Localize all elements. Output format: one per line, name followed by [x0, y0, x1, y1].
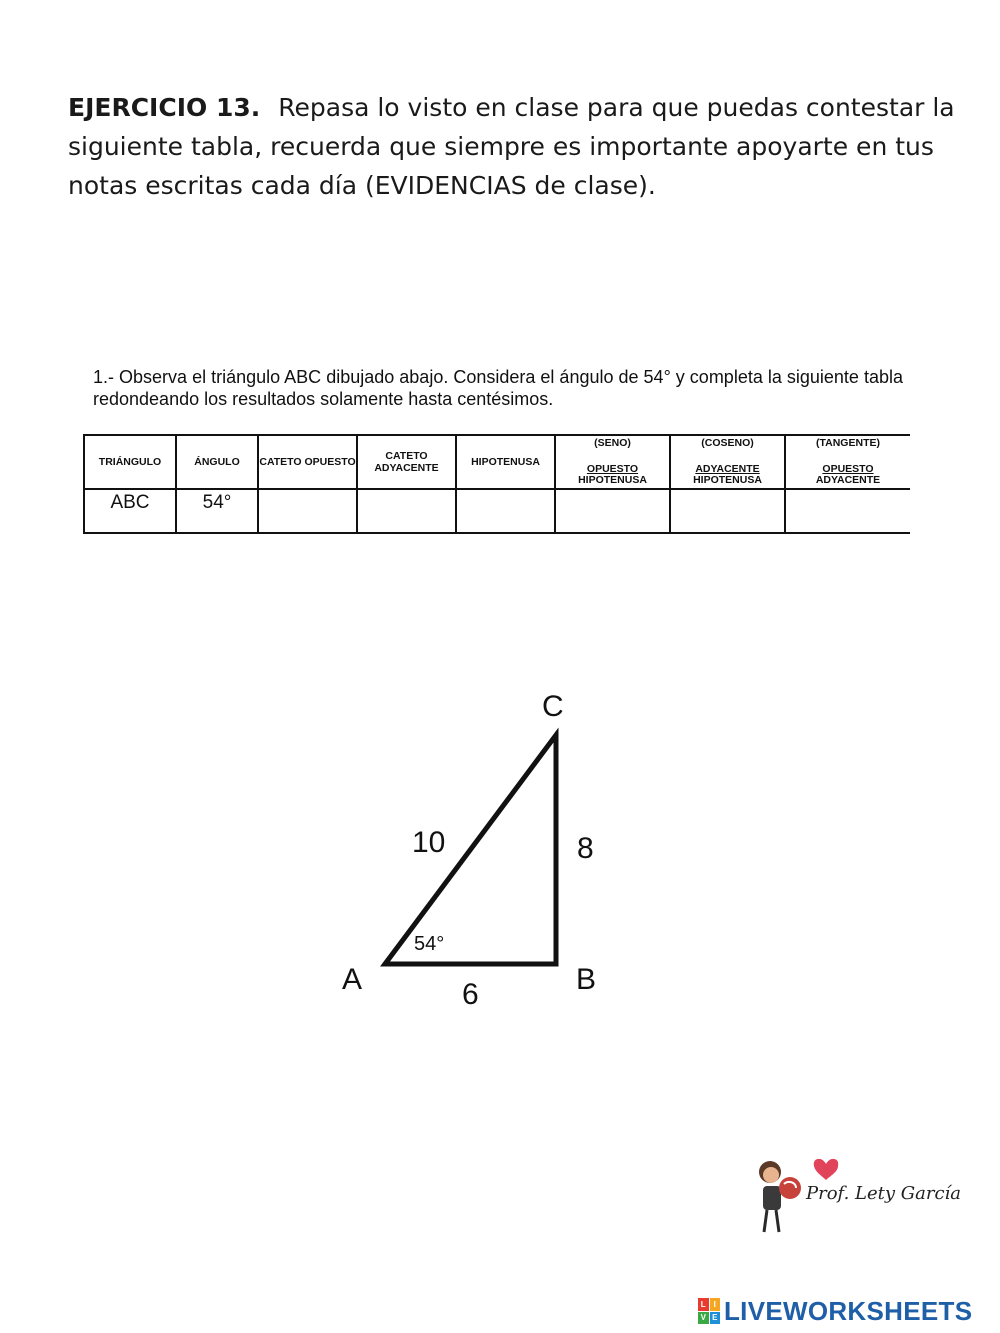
sin-fraction	[556, 464, 669, 486]
cell-angle: 54°	[176, 489, 258, 533]
sin-input[interactable]	[556, 492, 673, 532]
opposite-input[interactable]	[259, 492, 360, 532]
cell-adjacent[interactable]	[357, 489, 456, 533]
header-hypotenuse: HIPOTENUSA	[456, 435, 555, 489]
tan-input[interactable]	[786, 492, 914, 532]
header-adjacent: CATETO ADYACENTE	[357, 435, 456, 489]
cell-sin[interactable]	[555, 489, 670, 533]
header-angle: ÁNGULO	[176, 435, 258, 489]
vertex-b-label: B	[576, 963, 597, 996]
teacher-signature: Prof. Lety García	[806, 1183, 962, 1204]
cell-opposite[interactable]	[258, 489, 357, 533]
header-sin	[555, 435, 670, 489]
cos-numerator: ADYACENTE	[695, 463, 760, 475]
table-header-row	[84, 435, 910, 489]
badge-letter-1: L	[698, 1298, 709, 1311]
avatar-body	[763, 1186, 781, 1210]
vertex-c-label: C	[542, 690, 564, 723]
tan-label: (TANGENTE)	[816, 437, 880, 449]
header-opposite: CATETO OPUESTO	[258, 435, 357, 489]
hypotenuse-input[interactable]	[457, 492, 558, 532]
cos-denominator: HIPOTENUSA	[693, 474, 762, 486]
avatar-face	[763, 1167, 779, 1183]
header-tan	[785, 435, 910, 489]
brand-name: LIVEWORKSHEETS	[724, 1295, 973, 1326]
sin-numerator: OPUESTO	[586, 463, 639, 475]
exercise-label: EJERCICIO 13.	[68, 93, 261, 122]
side-bc-label: 8	[577, 832, 594, 865]
side-ac-label: 10	[412, 826, 446, 859]
vertex-a-label: A	[342, 963, 363, 996]
cell-tan[interactable]	[785, 489, 910, 533]
badge-letter-2: I	[710, 1298, 721, 1311]
sin-denominator: HIPOTENUSA	[578, 474, 647, 486]
sin-label: (SENO)	[594, 437, 631, 449]
cos-fraction	[671, 464, 784, 486]
triangle-figure	[330, 680, 630, 1020]
tan-denominator: ADYACENTE	[815, 474, 881, 486]
header-triangle: TRIÁNGULO	[84, 435, 176, 489]
badge-letter-4: E	[710, 1312, 721, 1325]
cos-label: (COSENO)	[701, 437, 754, 449]
cell-triangle: ABC	[84, 489, 176, 533]
avatar-balloon	[779, 1177, 801, 1199]
exercise-intro	[68, 88, 958, 205]
cell-cos[interactable]	[670, 489, 785, 533]
cos-input[interactable]	[671, 492, 788, 532]
liveworksheets-badge-icon	[698, 1298, 720, 1324]
angle-a-label: 54°	[414, 933, 445, 955]
exercise-text: Repasa lo visto en clase para que puedas contestar la siguiente tabla, recuerda que siempre es importante apoyarte en tus notas escritas cada día (EVIDENCIAS de clase).	[68, 93, 955, 200]
badge-letter-3: V	[698, 1312, 709, 1325]
triangle-shape	[385, 735, 556, 964]
trig-table	[83, 434, 910, 534]
tan-fraction	[786, 464, 910, 486]
liveworksheets-footer	[698, 1296, 972, 1326]
instruction-text: 1.- Observa el triángulo ABC dibujado abajo. Considera el ángulo de 54° y completa la siguiente tabla redondeando los resultados solamente hasta centésimos.	[93, 367, 903, 409]
cell-hypotenuse[interactable]	[456, 489, 555, 533]
adjacent-input[interactable]	[358, 492, 459, 532]
side-ab-label: 6	[462, 978, 479, 1011]
heart-icon	[814, 1159, 839, 1180]
tan-numerator: OPUESTO	[822, 463, 874, 475]
header-cos	[670, 435, 785, 489]
table-row	[84, 489, 910, 533]
